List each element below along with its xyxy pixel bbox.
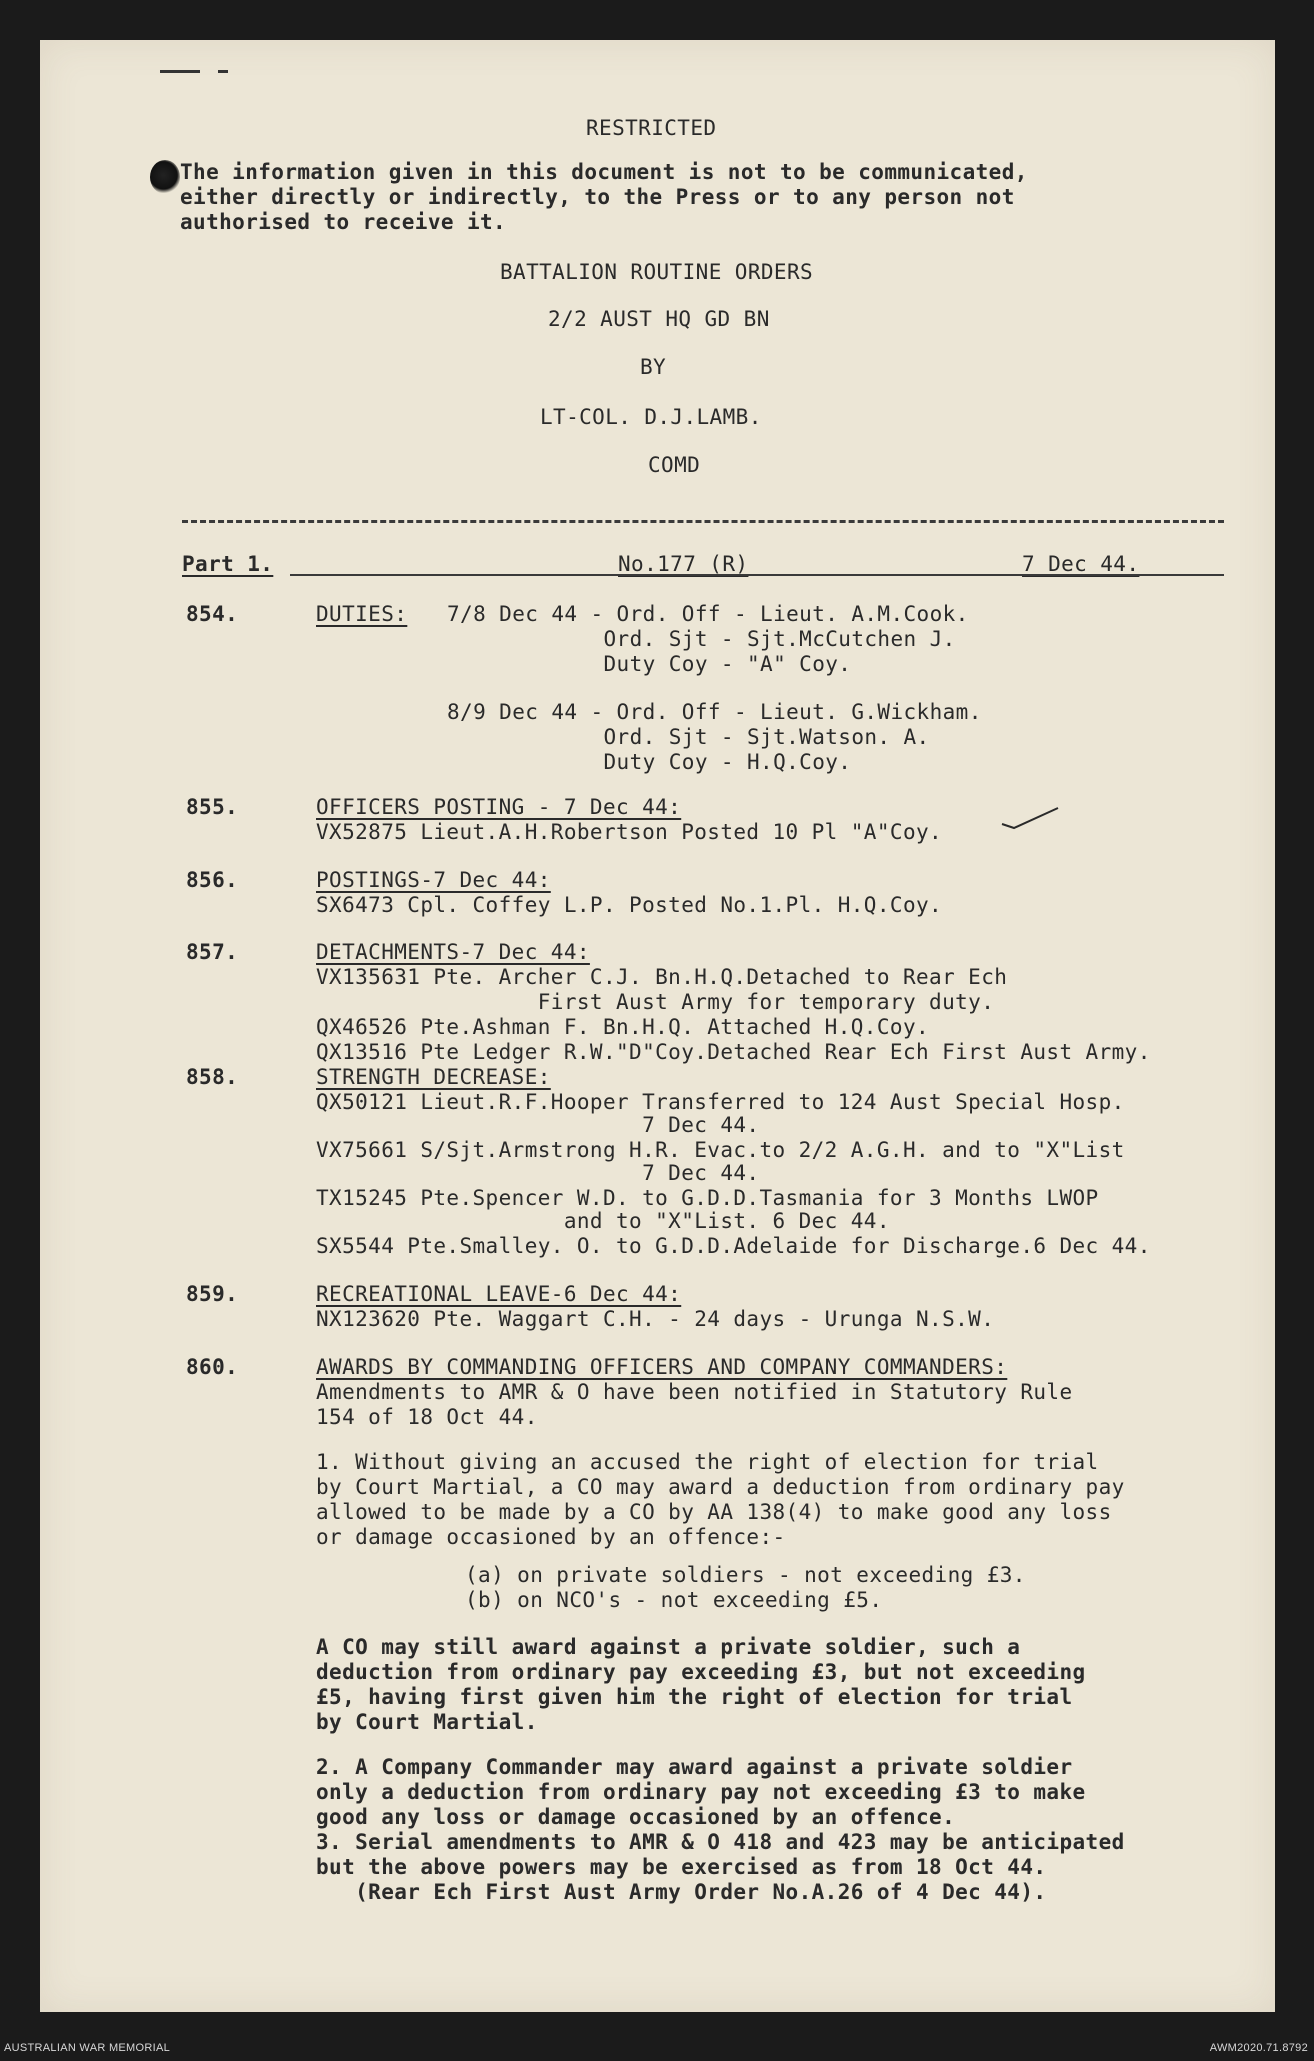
item-number: 858. [186,1065,239,1089]
item-line: SX6473 Cpl. Coffey L.P. Posted No.1.Pl. H.Q.Coy. [316,893,943,917]
item-number: 854. [186,602,239,626]
paragraph-line: A CO may still award against a private soldier, such a [316,1635,1021,1659]
notice-line-2: either directly or indirectly, to the Press or to any person not [180,185,1015,209]
paragraph-line: 3. Serial amendments to AMR & O 418 and 423 may be anticipated [316,1830,1125,1854]
item-line: VX52875 Lieut.A.H.Robertson Posted 10 Pl "A"Coy. [316,820,943,844]
item-number: 857. [186,940,239,964]
pencil-mark [218,70,228,73]
by-line: BY [640,355,667,379]
paragraph-line: allowed to be made by a CO by AA 138(4) to make good any loss [316,1500,1112,1524]
item-number: 856. [186,868,239,892]
notice-line-1: The information given in this document is not to be communicated, [180,160,1028,184]
footer-accession: AWM2020.71.8792 [1209,2042,1308,2054]
pencil-mark [160,70,200,73]
part-label: Part 1. [182,552,274,576]
sub-item-a: (a) on private soldiers - not exceeding £3. [465,1563,1026,1587]
item-line: VX75661 S/Sjt.Armstrong H.R. Evac.to 2/2 A.G.H. and to "X"List [316,1138,1125,1162]
item-line: QX46526 Pte.Ashman F. Bn.H.Q. Attached H.Q.Coy. [316,1015,930,1039]
paragraph-line: by Court Martial, a CO may award a deduction from ordinary pay [316,1475,1125,1499]
commander-name: LT-COL. D.J.LAMB. [540,405,762,429]
divider-rule [182,520,1224,523]
item-line: TX15245 Pte.Spencer W.D. to G.D.D.Tasmania for 3 Months LWOP [316,1186,1099,1210]
item-heading: AWARDS BY COMMANDING OFFICERS AND COMPANY COMMANDERS: [316,1355,1008,1379]
paragraph-line: by Court Martial. [316,1710,538,1734]
item-heading: DUTIES: [316,602,408,626]
item-line: First Aust Army for temporary duty. [316,990,995,1014]
item-line: 7 Dec 44. [316,1161,760,1185]
order-title: BATTALION ROUTINE ORDERS [500,260,814,284]
order-date: 7 Dec 44. [1022,552,1140,576]
duty-line: 8/9 Dec 44 - Ord. Off - Lieut. G.Wickham. [447,700,982,724]
punch-hole-icon [150,160,180,194]
footer-credit: AUSTRALIAN WAR MEMORIAL [4,2042,171,2054]
commander-title: COMD [648,453,701,477]
paragraph-line: only a deduction from ordinary pay not exceeding £3 to make [316,1780,1086,1804]
paragraph-line: 2. A Company Commander may award against a private soldier [316,1755,1073,1779]
paragraph-line: good any loss or damage occasioned by an offence. [316,1805,956,1829]
notice-line-3: authorised to receive it. [180,210,507,234]
duty-line: Ord. Sjt - Sjt.Watson. A. [447,725,930,749]
item-number: 855. [186,795,239,819]
paragraph-line: or damage occasioned by an offence:- [316,1525,786,1549]
item-number: 860. [186,1355,239,1379]
paragraph-line: £5, having first given him the right of election for trial [316,1685,1073,1709]
item-line: 7 Dec 44. [316,1113,760,1137]
item-line: SX5544 Pte.Smalley. O. to G.D.D.Adelaide for Discharge.6 Dec 44. [316,1234,1151,1258]
item-line: VX135631 Pte. Archer C.J. Bn.H.Q.Detached to Rear Ech [316,965,1008,989]
paragraph-line: deduction from ordinary pay exceeding £3, but not exceeding [316,1660,1086,1684]
item-heading: STRENGTH DECREASE: [316,1065,551,1089]
item-line: QX13516 Pte Ledger R.W."D"Coy.Detached Rear Ech First Aust Army. [316,1040,1151,1064]
item-heading: POSTINGS-7 Dec 44: [316,868,551,892]
item-heading: DETACHMENTS-7 Dec 44: [316,940,590,964]
underline-rule [290,574,1224,576]
paragraph-line: (Rear Ech First Aust Army Order No.A.26 of 4 Dec 44). [316,1880,1047,1904]
paragraph-line: 1. Without giving an accused the right of election for trial [316,1450,1099,1474]
item-heading: OFFICERS POSTING - 7 Dec 44: [316,795,682,819]
item-line: 154 of 18 Oct 44. [316,1405,538,1429]
item-line: and to "X"List. 6 Dec 44. [316,1209,890,1233]
classification-marking: RESTRICTED [586,116,717,140]
sub-item-b: (b) on NCO's - not exceeding £5. [465,1588,883,1612]
item-heading: RECREATIONAL LEAVE-6 Dec 44: [316,1282,682,1306]
order-number: No.177 (R) [618,552,749,576]
duty-line: Ord. Sjt - Sjt.McCutchen J. [447,627,956,651]
checkmark-icon [1000,806,1060,830]
paragraph-line: but the above powers may be exercised as from 18 Oct 44. [316,1855,1047,1879]
unit-name: 2/2 AUST HQ GD BN [548,307,770,331]
item-line: Amendments to AMR & O have been notified in Statutory Rule [316,1380,1073,1404]
duty-line: Duty Coy - "A" Coy. [447,652,852,676]
item-line: QX50121 Lieut.R.F.Hooper Transferred to 124 Aust Special Hosp. [316,1090,1125,1114]
duty-line: 7/8 Dec 44 - Ord. Off - Lieut. A.M.Cook. [447,602,969,626]
item-number: 859. [186,1282,239,1306]
item-line: NX123620 Pte. Waggart C.H. - 24 days - Urunga N.S.W. [316,1307,995,1331]
duty-line: Duty Coy - H.Q.Coy. [447,750,852,774]
